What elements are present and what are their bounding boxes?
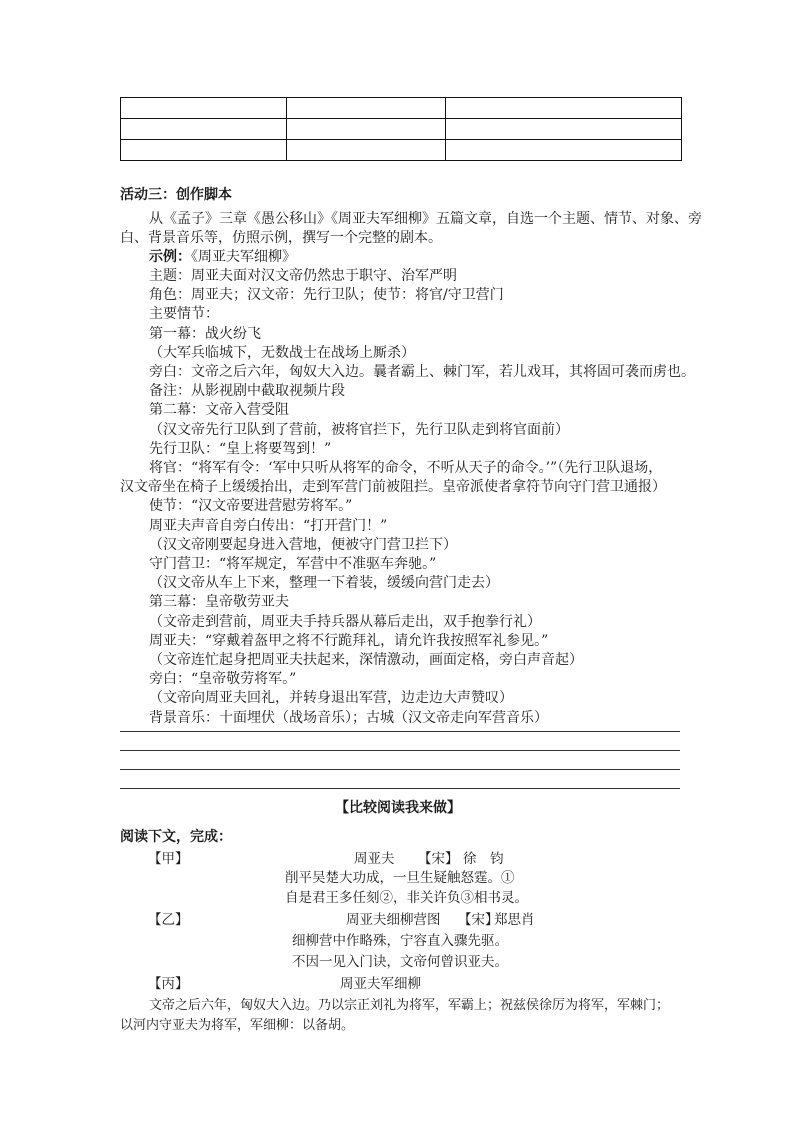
script-line: 第一幕：战火纷飞 (149, 326, 261, 342)
reading-instruction: 阅读下文，完成： (120, 829, 232, 845)
script-line: 将官：“将军有令：‘军中只听从将军的命令，不听从天子的命令。’”（先行卫队退场， (149, 460, 663, 476)
script-line: （文帝连忙起身把周亚夫扶起来，深情激动，画面定格，旁白声音起） (149, 652, 583, 668)
jia-label: 【甲】 (148, 851, 189, 867)
table-cell (446, 140, 682, 161)
jia-dynasty: 【宋】 (418, 851, 459, 867)
example-label: 示例： (149, 249, 191, 265)
intro-line-1: 从《孟子》三章《愚公移山》《周亚夫军细柳》五篇文章，自选一个主题、情节、对象、旁 (149, 211, 702, 227)
jia-title: 周亚夫 (354, 851, 395, 867)
script-line: 角色：周亚夫；汉文帝：先行卫队；使节：将官/守卫营门 (149, 287, 504, 303)
script-line: 使节：“汉文帝要进营慰劳将军。” (149, 498, 353, 514)
example-title: 《周亚夫军细柳》 (191, 249, 296, 265)
script-line: 周亚夫：“穿戴着盔甲之将不行跪拜礼，请允许我按照军礼参见。” (149, 633, 549, 649)
section-heading: 【比较阅读我来做】 (335, 800, 461, 816)
script-line: 第三幕：皇帝敬劳亚夫 (149, 594, 289, 610)
yi-dynasty: 【宋】 (458, 912, 499, 928)
intro-line-2: 白、背景音乐等，仿照示例，撰写一个完整的剧本。 (120, 230, 442, 246)
script-line: （汉文帝从车上下来，整理一下着装，缓缓向营门走去） (149, 575, 499, 591)
table-cell (446, 98, 682, 119)
answer-line (120, 750, 680, 751)
script-line: 守门营卫：“将军规定，军营中不准驱车奔驰。” (149, 556, 437, 572)
table-row (121, 119, 682, 140)
bing-paragraph-2: 以河内守亚夫为将军，军细柳：以备胡。 (120, 1018, 355, 1033)
table-cell (287, 98, 446, 119)
script-line: 主题：周亚夫面对汉文帝仍然忠于职守、治军严明 (149, 268, 457, 284)
yi-verse-2: 不因一见入门诀，文帝何曾识亚夫。 (292, 954, 508, 970)
table-row (121, 140, 682, 161)
script-line: （文帝向周亚夫回礼，并转身退出军营，边走边大声赞叹） (149, 690, 513, 706)
script-line: 旁白：文帝之后六年，匈奴大入边。曩者霸上、棘门军，若儿戏耳，其将固可袭而虏也。 (149, 364, 695, 380)
answer-line (120, 731, 680, 732)
yi-verse-1: 细柳营中作略殊，宁容直入骤先驱。 (292, 933, 508, 949)
table-row (121, 98, 682, 119)
blank-answer-table (120, 97, 682, 161)
table-cell (121, 98, 287, 119)
jia-verse-1: 削平吴楚大功成，一旦生疑触怒霆。① (285, 870, 515, 886)
jia-author: 徐 钧 (463, 851, 504, 867)
table-cell (446, 119, 682, 140)
answer-line (120, 788, 680, 789)
script-line: 第二幕：文帝入营受阻 (149, 402, 289, 418)
activity-heading: 活动三：创作脚本 (120, 187, 232, 203)
bing-label: 【丙】 (148, 976, 189, 992)
script-line: 主要情节： (149, 306, 219, 322)
script-line: 背景音乐：十面埋伏（战场音乐）；古城（汉文帝走向军营音乐） (149, 710, 548, 726)
script-line: 备注：从影视剧中截取视频片段 (149, 383, 345, 399)
bing-paragraph-1: 文帝之后六年，匈奴大入边。乃以宗正刘礼为将军，军霸上；祝兹侯徐厉为将军，军棘门； (149, 998, 670, 1013)
script-line: 汉文帝坐在椅子上缓缓抬出，走到军营门前被阻拦。皇帝派使者拿符节向守门营卫通报） (120, 479, 666, 495)
yi-title: 周亚夫细柳营图 (346, 912, 441, 928)
answer-line (120, 769, 680, 770)
table-cell (287, 119, 446, 140)
script-line: 周亚夫声音自旁白传出：“打开营门！” (149, 518, 388, 534)
script-line: 旁白：“皇帝敬劳将军。” (149, 671, 297, 687)
yi-author: 郑思肖 (494, 912, 535, 928)
jia-verse-2: 自是君王多任刻②，非关许负③相书灵。 (285, 890, 528, 906)
script-line: （汉文帝刚要起身进入营地，便被守门营卫拦下） (149, 537, 457, 553)
script-line: （汉文帝先行卫队到了营前，被将官拦下，先行卫队走到将官面前） (149, 422, 569, 438)
script-line: 先行卫队：“皇上将要驾到！” (149, 441, 332, 457)
table-cell (121, 119, 287, 140)
table-cell (287, 140, 446, 161)
bing-title: 周亚夫军细柳 (340, 976, 421, 992)
yi-label: 【乙】 (148, 912, 189, 928)
script-line: （文帝走到营前，周亚夫手持兵器从幕后走出，双手抱拳行礼） (149, 614, 541, 630)
example-line (149, 248, 296, 267)
table-cell (121, 140, 287, 161)
script-line: （大军兵临城下，无数战士在战场上厮杀） (149, 345, 415, 361)
